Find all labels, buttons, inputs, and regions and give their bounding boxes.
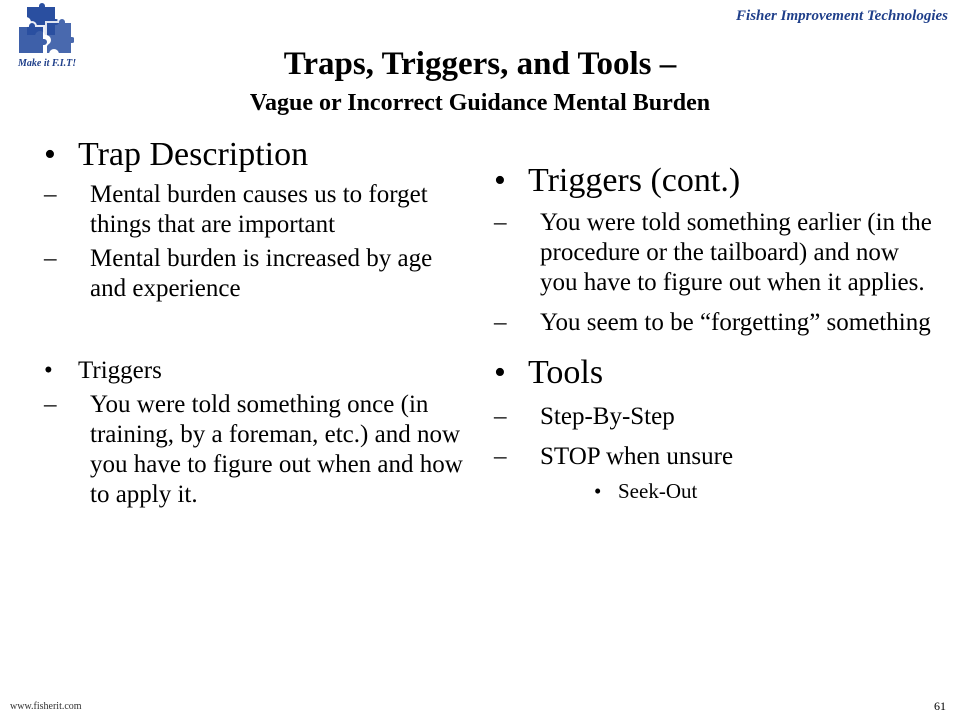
- bullet-icon: •: [494, 354, 506, 391]
- right-column: [494, 160, 934, 504]
- tools-heading: [494, 352, 934, 394]
- left-column: [44, 134, 464, 510]
- dash-icon: –: [44, 181, 57, 208]
- triggers-cont-heading: [494, 160, 934, 202]
- triggers-heading: [44, 356, 464, 386]
- bullet-icon: •: [44, 136, 56, 173]
- bullet-icon: •: [494, 162, 506, 199]
- list-item-text: You seem to be “forgetting” something: [540, 309, 931, 336]
- dash-icon: –: [494, 403, 507, 430]
- sub-list-item: [494, 478, 934, 504]
- dash-icon: –: [494, 209, 507, 236]
- list-item-text: STOP when unsure: [540, 443, 734, 470]
- list-item-text: You were told something once (in training, by a foreman, etc.) and now you have to figure out when and how to apply it.: [90, 391, 463, 508]
- trap-description-label: Trap Description: [78, 136, 309, 173]
- tools-label: Tools: [528, 354, 604, 391]
- list-item: [44, 244, 464, 304]
- slide-subtitle: Vague or Incorrect Guidance Mental Burden: [249, 90, 711, 116]
- list-item: [494, 442, 934, 472]
- list-item-text: Mental burden is increased by age and experience: [90, 245, 433, 302]
- list-item: [494, 308, 934, 338]
- list-item: [494, 402, 934, 432]
- page-number: 61: [934, 699, 946, 713]
- list-item-text: You were told something earlier (in the procedure or the tailboard) and now you have to figure out when it applies.: [540, 209, 932, 296]
- company-tagline: Make it F.I.T!: [18, 58, 77, 69]
- list-item: [44, 180, 464, 240]
- list-item-text: Step-By-Step: [540, 403, 675, 430]
- triggers-cont-label: Triggers (cont.): [528, 162, 741, 199]
- company-name: Fisher Improvement Technologies: [736, 8, 948, 24]
- trap-description-heading: [44, 134, 464, 176]
- dash-icon: –: [494, 443, 507, 470]
- dash-icon: –: [44, 391, 57, 418]
- list-item: [44, 390, 464, 510]
- list-item: [494, 208, 934, 298]
- dash-icon: –: [44, 245, 57, 272]
- list-item-text: Mental burden causes us to forget things that are important: [90, 181, 428, 238]
- sub-list-item-text: Seek-Out: [618, 479, 698, 503]
- footer-url: www.fisherit.com: [10, 701, 82, 712]
- bullet-icon: •: [594, 479, 602, 503]
- dash-icon: –: [494, 309, 507, 336]
- triggers-label: Triggers: [78, 357, 162, 384]
- bullet-icon: •: [44, 357, 53, 384]
- slide-title: Traps, Triggers, and Tools –: [283, 46, 677, 82]
